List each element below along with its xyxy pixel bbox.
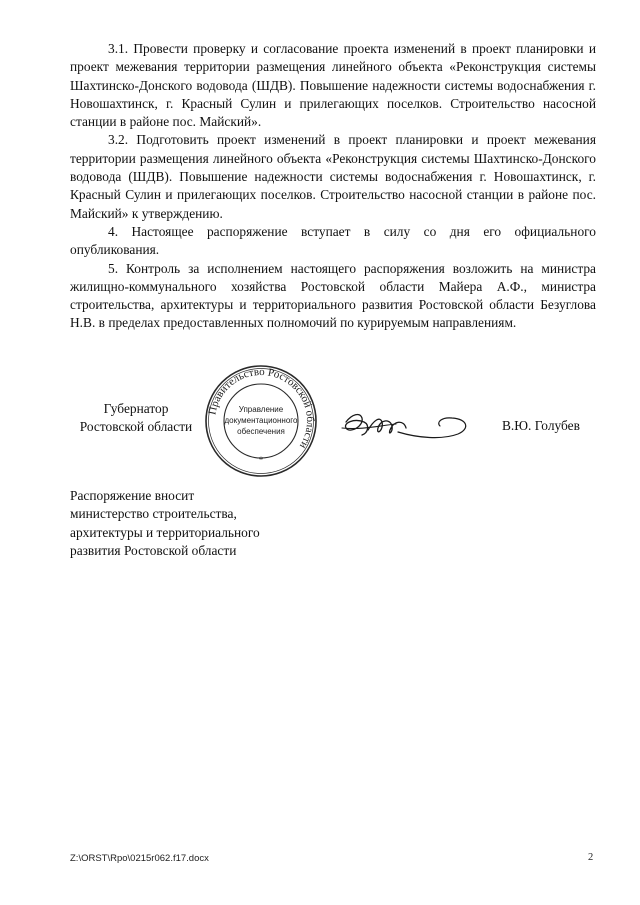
signatory-title-line2: Ростовской области [79, 419, 193, 435]
paragraph-3-2: 3.2. Подготовить проект изменений в проект планировки и проект межевания территории размещения линейного объекта «Реконструкция системы Шахтинско-Донского водовода (ШДВ). Повышение надежности системы водоснабжения г. Новошахтинск, г. Красный Сулин и прилегающих поселков. Строительство насосной станции в районе пос. Майский» к утверждению. [70, 132, 596, 221]
seal-star: * [258, 455, 264, 465]
seal-center-line2: документационного [224, 416, 298, 425]
submitter-note [70, 487, 330, 560]
seal-center-line1: Управление [238, 405, 284, 414]
submitter-note-line4: развития Ростовской области [70, 542, 237, 558]
paragraph-5: 5. Контроль за исполнением настоящего распоряжения возложить на министра жилищно-коммунального хозяйства Ростовской области Майера А.Ф., министра строительства, архитектуры и территориального развития Ростовской области Безуглова Н.В. в пределах предоставленных полномочий по курируемым направлениям. [70, 260, 596, 331]
seal-ring-text: Правительство Ростовской области [206, 365, 317, 451]
footer-page-number: 2 [588, 852, 594, 863]
signatory-title-line1: Губернатор [103, 401, 169, 416]
paragraph-3-1: 3.1. Провести проверку и согласование проекта изменений в проект планировки и проект межевания территории размещения линейного объекта «Реконструкция системы Шахтинско-Донского водовода (ШДВ). Повышение надежности системы водоснабжения г. Новошахтинск, г. Красный Сулин и прилегающих поселков. Строительство насосной станции в районе пос. Майский». [70, 41, 596, 130]
handwritten-signature [338, 406, 474, 446]
official-seal-stamp [204, 364, 318, 478]
submitter-note-line3: архитектуры и территориального [70, 524, 260, 540]
document-body [70, 40, 596, 333]
submitter-note-line2: министерство строительства, [70, 506, 237, 522]
signatory-title [70, 400, 202, 437]
signatory-name: В.Ю. Голубев [502, 418, 580, 433]
seal-center-line3: обеспечения [237, 427, 285, 436]
signature-block [0, 362, 640, 478]
footer-file-path: Z:\ORST\Rpo\0215r062.f17.docx [70, 853, 209, 864]
submitter-note-line1: Распоряжение вносит [70, 488, 195, 503]
paragraph-4: 4. Настоящее распоряжение вступает в силу со дня его официального опубликования. [70, 223, 596, 258]
